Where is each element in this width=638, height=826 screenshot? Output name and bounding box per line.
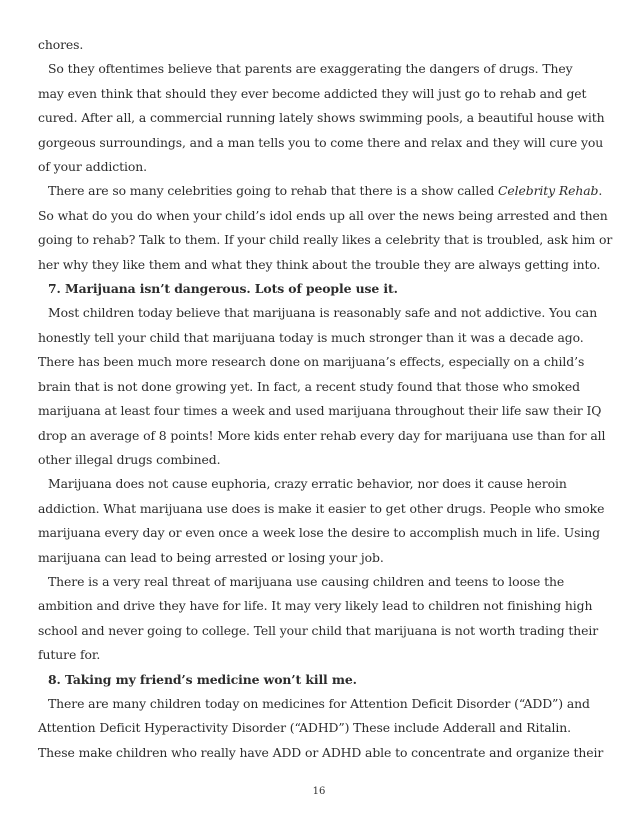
line-text: going to rehab? Talk to them. If your child really likes a celebrity that is troubled, ask him or <box>38 232 613 248</box>
line-text: future for. <box>38 647 101 663</box>
line-text: gorgeous surroundings, and a man tells you to come there and relax and they will cure you <box>38 134 604 150</box>
line-text: So they oftentimes believe that parents are exaggerating the dangers of drugs. They <box>48 61 573 77</box>
line-text: cured. After all, a commercial running lately shows swimming pools, a beautiful house with <box>38 110 605 126</box>
line-text: marijuana every day or even once a week lose the desire to accomplish much in life. Using <box>38 525 600 541</box>
text-line <box>38 82 604 106</box>
line-text: There is a very real threat of marijuana use causing children and teens to loose the <box>48 573 565 589</box>
line-text: marijuana at least four times a week and used marijuana throughout their life saw their IQ <box>38 403 602 419</box>
line-text: other illegal drugs combined. <box>38 451 221 467</box>
text-line <box>38 326 604 350</box>
text-line <box>38 546 604 570</box>
line-text: There has been much more research done on marijuana’s effects, especially on a child’s <box>38 354 585 370</box>
text-line <box>38 716 604 740</box>
text-line <box>38 301 604 325</box>
section-heading <box>38 277 604 301</box>
text-line <box>38 619 604 643</box>
text-line <box>38 57 604 81</box>
line-text: brain that is not done growing yet. In fact, a recent study found that those who smoked <box>38 378 580 394</box>
text-line <box>38 594 604 618</box>
line-text: Marijuana does not cause euphoria, crazy erratic behavior, nor does it cause heroin <box>48 476 567 492</box>
line-text: chores. <box>38 37 84 52</box>
text-line <box>38 375 604 399</box>
text-line <box>38 155 604 179</box>
line-text: 8. Taking my friend’s medicine won’t kill me. <box>48 671 357 687</box>
text-line <box>38 692 604 716</box>
text-line <box>38 741 604 765</box>
text-line <box>38 570 604 594</box>
section-heading <box>38 668 604 692</box>
page-number: 16 <box>312 786 326 797</box>
line-text: school and never going to college. Tell your child that marijuana is not worth trading their <box>38 622 599 638</box>
line-text: honestly tell your child that marijuana today is much stronger than it was a decade ago. <box>38 329 584 345</box>
line-text: 7. Marijuana isn’t dangerous. Lots of people use it. <box>48 281 398 297</box>
line-text: ambition and drive they have for life. It may very likely lead to children not finishing high <box>38 598 593 614</box>
line-text: There are so many celebrities going to rehab that there is a show called <box>48 183 499 199</box>
text-line <box>38 204 608 228</box>
text-line <box>38 179 604 203</box>
line-text: Most children today believe that marijuana is reasonably safe and not addictive. You can <box>48 305 598 321</box>
text-line <box>38 350 604 374</box>
line-text: her why they like them and what they think about the trouble they are always getting into. <box>38 256 601 272</box>
line-text: Attention Deficit Hyperactivity Disorder (“ADHD”) These include Adderall and Ritalin. <box>38 720 571 736</box>
line-text: may even think that should they ever become addicted they will just go to rehab and get <box>38 85 587 101</box>
line-text: These make children who really have ADD or ADHD able to concentrate and organize their <box>38 744 604 760</box>
text-line <box>38 448 604 472</box>
page-body <box>38 33 613 765</box>
line-tail: . <box>598 183 603 199</box>
line-text: drop an average of 8 points! More kids enter rehab every day for marijuana use than for all <box>38 427 606 443</box>
line-text: of your addiction. <box>38 159 147 175</box>
text-line <box>38 33 604 57</box>
text-line <box>38 643 604 667</box>
line-text: There are many children today on medicines for Attention Deficit Disorder (“ADD”) and <box>48 695 590 711</box>
text-line <box>38 399 604 423</box>
show-title: Celebrity Rehab <box>498 183 599 199</box>
line-text: addiction. What marijuana use does is make it easier to get other drugs. People who smoke <box>38 500 605 516</box>
text-line <box>38 253 604 277</box>
text-line <box>38 131 604 155</box>
line-text: So what do you do when your child’s idol ends up all over the news being arrested and then <box>38 207 608 223</box>
text-line <box>38 228 613 252</box>
text-line <box>38 424 604 448</box>
text-line <box>38 497 604 521</box>
text-line <box>38 521 604 545</box>
line-text: marijuana can lead to being arrested or losing your job. <box>38 549 384 565</box>
text-line <box>38 106 604 130</box>
text-line <box>38 472 604 496</box>
